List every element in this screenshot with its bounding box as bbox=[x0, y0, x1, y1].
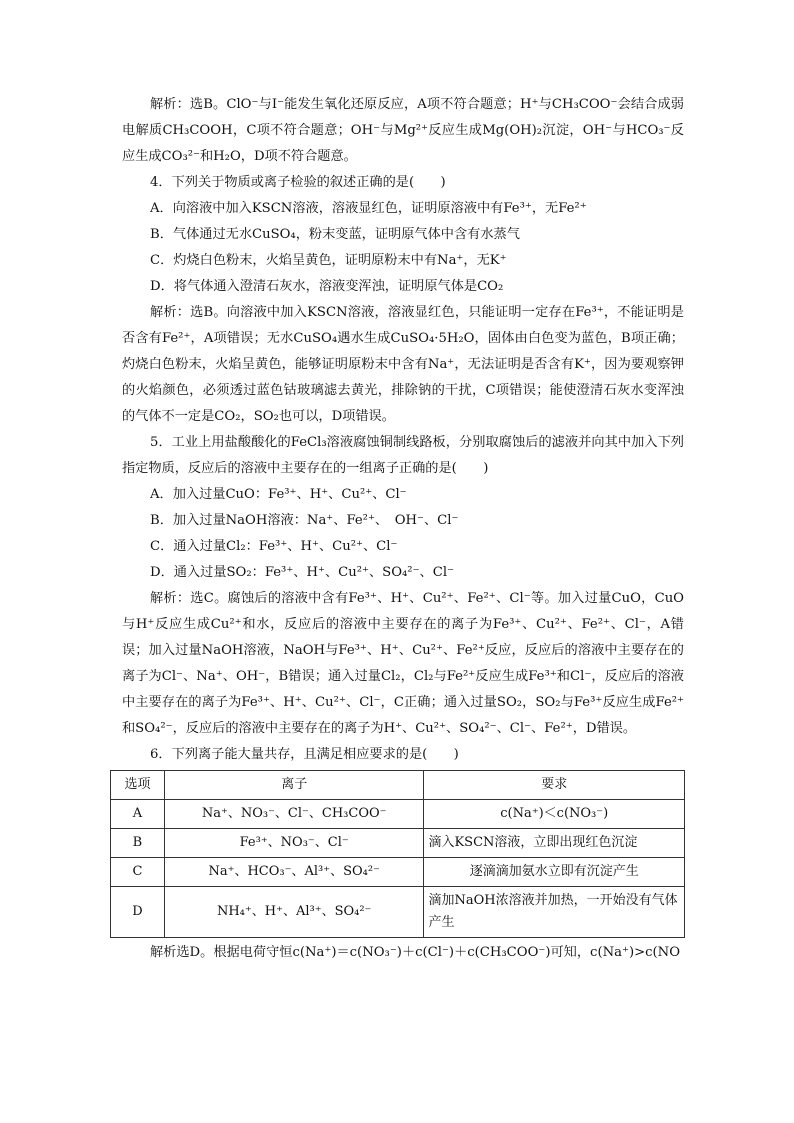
table-row bbox=[111, 887, 685, 938]
table-row bbox=[111, 829, 685, 858]
question-4-option-b: B．气体通过无水CuSO₄，粉末变蓝，证明原气体中含有水蒸气 bbox=[150, 227, 520, 242]
answer-4-analysis: 解析：选B。向溶液中加入KSCN溶液，溶液显红色，只能证明一定存在Fe³⁺，不能证明是否含有Fe²⁺，A项错误；无水CuSO₄遇水生成CuSO₄·5H₂O，固体由白色变为蓝色，B项正确；灼烧白色粉末，火焰呈黄色，能够证明原粉末中含有Na⁺，无法证明是否含有K⁺，因为要观察钾的火焰颜色，必须透过蓝色钴玻璃滤去黄光，排除钠的干扰，C项错误；能使澄清石灰水变浑浊的气体不一定是CO₂，SO₂也可以，D项错误。 bbox=[122, 305, 684, 424]
question-5-option-d: D．通入过量SO₂：Fe³⁺、H⁺、Cu²⁺、SO₄²⁻、Cl⁻ bbox=[150, 565, 454, 580]
table-cell-ions: Fe³⁺、NO₃⁻、Cl⁻ bbox=[164, 829, 424, 858]
table-cell-requirement: 滴加NaOH浓溶液并加热，一开始没有气体产生 bbox=[424, 887, 685, 938]
table-cell-option: D bbox=[111, 887, 165, 938]
question-5-option-c: C．通入过量Cl₂：Fe³⁺、H⁺、Cu²⁺、Cl⁻ bbox=[150, 539, 398, 554]
answer-6-analysis: 解析选D。根据电荷守恒c(Na⁺)＝c(NO₃⁻)＋c(Cl⁻)＋c(CH₃COO⁻)可知，c(Na⁺)>c(NO bbox=[150, 945, 681, 960]
document-content bbox=[122, 92, 684, 966]
table-cell-option: B bbox=[111, 829, 165, 858]
table-cell-requirement: 滴入KSCN溶液，立即出现红色沉淀 bbox=[424, 829, 685, 858]
question-5-option-a: A．加入过量CuO：Fe³⁺、H⁺、Cu²⁺、Cl⁻ bbox=[150, 487, 407, 502]
table-header-row bbox=[111, 771, 685, 800]
question-4-option-a: A．向溶液中加入KSCN溶液，溶液显红色，证明原溶液中有Fe³⁺，无Fe²⁺ bbox=[150, 201, 587, 216]
table-row bbox=[111, 800, 685, 829]
question-4-option-c: C．灼烧白色粉末，火焰呈黄色，证明原粉末中有Na⁺，无K⁺ bbox=[150, 253, 507, 268]
table-cell-requirement: c(Na⁺)＜c(NO₃⁻) bbox=[424, 800, 685, 829]
table-header: 选项 bbox=[111, 771, 165, 800]
question-4-stem: 4．下列关于物质或离子检验的叙述正确的是( ) bbox=[150, 175, 446, 190]
answer-3-analysis: 解析：选B。ClO⁻与I⁻能发生氧化还原反应，A项不符合题意；H⁺与CH₃COO⁻会结合成弱电解质CH₃COOH，C项不符合题意；OH⁻与Mg²⁺反应生成Mg(OH)₂沉淀，OH⁻与HCO₃⁻反应生成CO₃²⁻和H₂O，D项不符合题意。 bbox=[122, 97, 684, 164]
table-header: 离子 bbox=[164, 771, 424, 800]
question-4-option-d: D．将气体通入澄清石灰水，溶液变浑浊，证明原气体是CO₂ bbox=[150, 279, 504, 294]
table-cell-ions: Na⁺、HCO₃⁻、Al³⁺、SO₄²⁻ bbox=[164, 858, 424, 887]
table-cell-ions: NH₄⁺、H⁺、Al³⁺、SO₄²⁻ bbox=[164, 887, 424, 938]
question-5-option-b: B．加入过量NaOH溶液：Na⁺、Fe²⁺、 OH⁻、Cl⁻ bbox=[150, 513, 459, 528]
table-cell-requirement: 逐滴滴加氨水立即有沉淀产生 bbox=[424, 858, 685, 887]
table-row bbox=[111, 858, 685, 887]
question-6-stem: 6．下列离子能大量共存，且满足相应要求的是( ) bbox=[150, 747, 459, 762]
table-cell-option: A bbox=[111, 800, 165, 829]
question-5-stem: 5．工业上用盐酸酸化的FeCl₃溶液腐蚀铜制线路板，分别取腐蚀后的滤液并向其中加入下列指定物质，反应后的溶液中主要存在的一组离子正确的是( ) bbox=[122, 435, 684, 476]
table-header: 要求 bbox=[424, 771, 685, 800]
table-cell-ions: Na⁺、NO₃⁻、Cl⁻、CH₃COO⁻ bbox=[164, 800, 424, 829]
answer-5-analysis: 解析：选C。腐蚀后的溶液中含有Fe³⁺、H⁺、Cu²⁺、Fe²⁺、Cl⁻等。加入过量CuO，CuO与H⁺反应生成Cu²⁺和水，反应后的溶液中主要存在的离子为Fe³⁺、Cu²⁺、Fe²⁺、Cl⁻，A错误；加入过量NaOH溶液，NaOH与Fe³⁺、H⁺、Cu²⁺、Fe²⁺反应，反应后的溶液中主要存在的离子为Cl⁻、Na⁺、OH⁻，B错误；通入过量Cl₂，Cl₂与Fe²⁺反应生成Fe³⁺和Cl⁻，反应后的溶液中主要存在的离子为Fe³⁺、H⁺、Cu²⁺、Cl⁻，C正确；通入过量SO₂，SO₂与Fe³⁺反应生成Fe²⁺和SO₄²⁻，反应后的溶液中主要存在的离子为H⁺、Cu²⁺、SO₄²⁻、Cl⁻、Fe²⁺，D错误。 bbox=[122, 591, 684, 736]
table-cell-option: C bbox=[111, 858, 165, 887]
question-6-table bbox=[110, 770, 685, 938]
